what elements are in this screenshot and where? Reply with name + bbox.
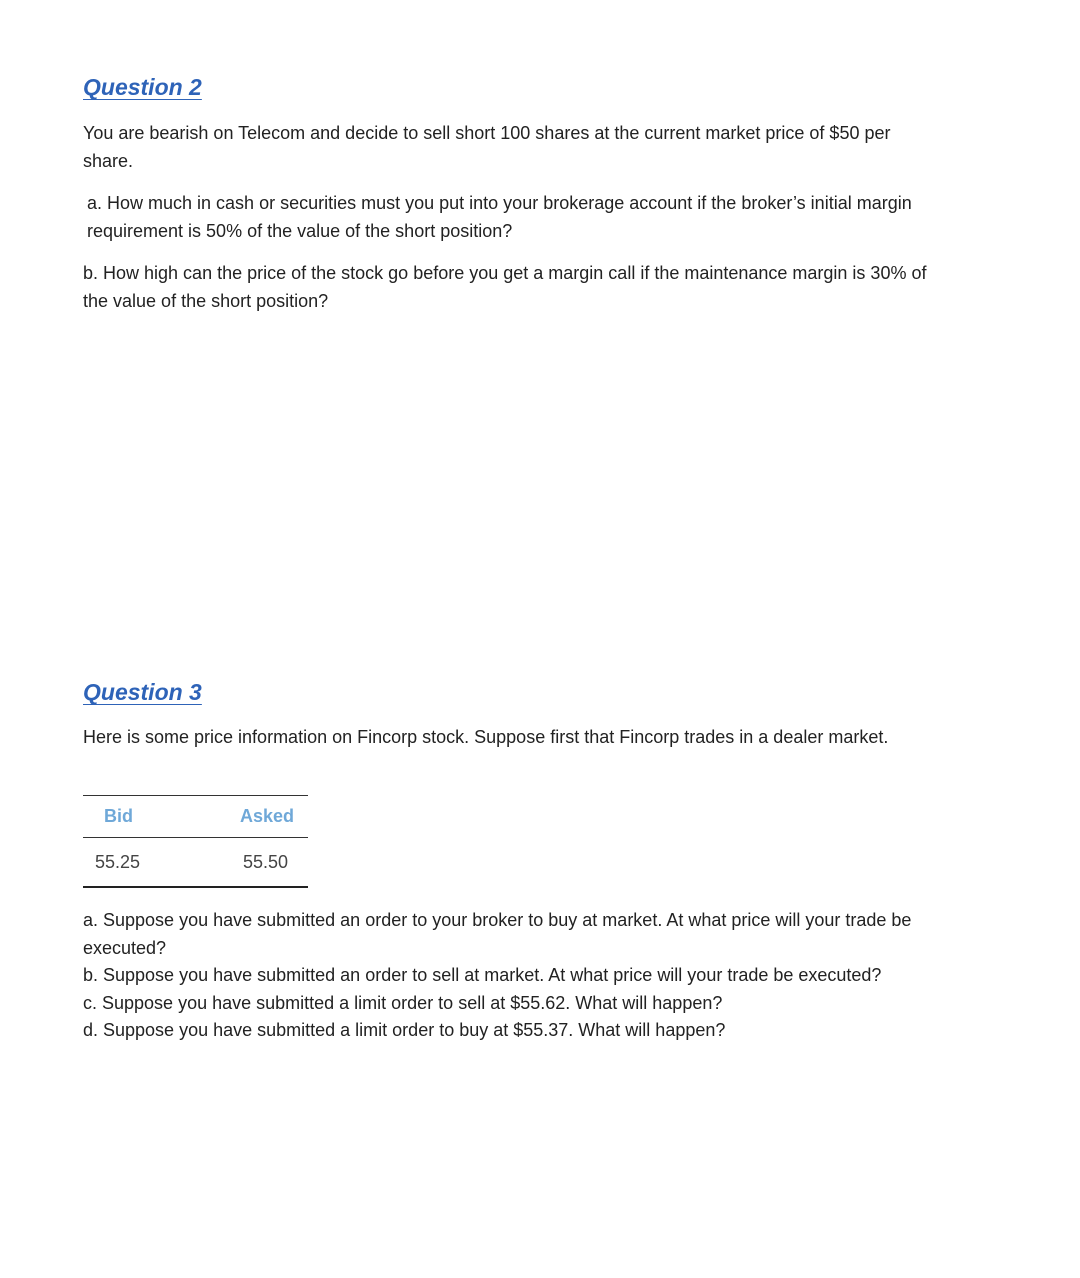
- price-table-header-row: [83, 796, 308, 838]
- question-3-part-c: c. Suppose you have submitted a limit order to sell at $55.62. What will happen?: [83, 992, 723, 1013]
- question-3-part-d: d. Suppose you have submitted a limit order to buy at $55.37. What will happen?: [83, 1020, 726, 1040]
- question-3-part-a: a. Suppose you have submitted an order to your broker to buy at market. At what price will your trade be executed?: [83, 910, 912, 958]
- bid-value: 55.25: [83, 838, 200, 888]
- asked-value: 55.50: [200, 838, 308, 888]
- question-3-heading: Question 3: [83, 679, 202, 705]
- question-2-part-b: b. How high can the price of the stock go before you get a margin call if the maintenance margin is 30% of the value of the short position?: [83, 263, 927, 311]
- question-2-heading: Question 2: [83, 74, 202, 100]
- question-3-intro: Here is some price information on Fincorp stock. Suppose first that Fincorp trades in a dealer market.: [83, 727, 889, 747]
- question-2-intro: You are bearish on Telecom and decide to sell short 100 shares at the current market price of $50 per share.: [83, 123, 891, 171]
- table-row: [83, 838, 308, 888]
- asked-header: Asked: [200, 796, 308, 838]
- bid-header: Bid: [83, 796, 200, 838]
- price-table: [83, 795, 308, 888]
- question-3-part-b: b. Suppose you have submitted an order to sell at market. At what price will your trade be executed?: [83, 965, 882, 985]
- question-2-part-a: a. How much in cash or securities must you put into your brokerage account if the broker’s initial margin requirement is 50% of the value of the short position?: [87, 193, 912, 241]
- question-3-parts: [83, 907, 983, 1045]
